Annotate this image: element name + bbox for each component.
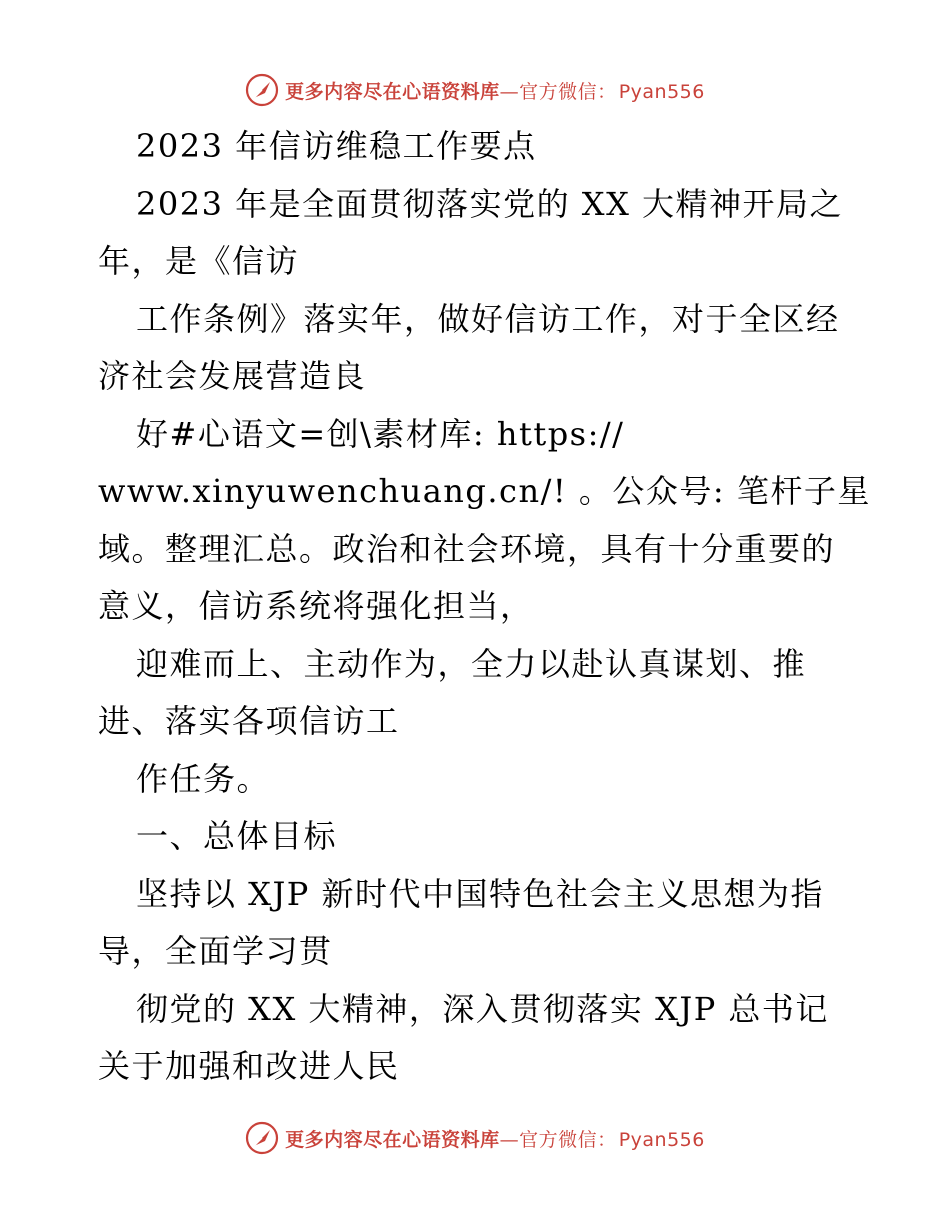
header-dash: — <box>499 80 520 103</box>
quill-logo-icon <box>245 1121 279 1155</box>
footer-dash: — <box>499 1128 520 1151</box>
text-line: 进、落实各项信访工 <box>98 702 400 740</box>
text-line: 2023 年是全面贯彻落实党的 XX 大精神开局之 <box>136 184 844 223</box>
text-line: 作任务。 <box>136 759 271 798</box>
quill-logo-icon <box>245 73 279 107</box>
text-line: www.xinyuwenchuang.cn/! 。公众号: 笔杆子星 <box>98 472 871 510</box>
document-body <box>98 118 898 1096</box>
header-wechat-id: Pyan556 <box>618 80 705 103</box>
footer-wechat-label: 官方微信： <box>519 1128 617 1151</box>
text-line: 域。整理汇总。政治和社会环境，具有十分重要的 <box>98 529 836 568</box>
footer-wechat-id: Pyan556 <box>618 1128 705 1151</box>
footer-watermark <box>0 1118 950 1158</box>
header-prefix: 更多内容尽在心语资料库 <box>285 80 500 103</box>
document-title: 2023 年信访维稳工作要点 <box>136 127 537 165</box>
footer-watermark-text <box>285 1125 705 1152</box>
header-watermark <box>0 70 950 110</box>
footer-prefix: 更多内容尽在心语资料库 <box>285 1128 500 1151</box>
text-line: 意义，信访系统将强化担当， <box>98 587 534 625</box>
text-line: 好#心语文=创\素材库: https:// <box>136 414 625 453</box>
text-line: 济社会发展营造良 <box>98 357 367 395</box>
header-watermark-text <box>285 77 705 104</box>
text-line: 年，是《信访 <box>98 242 300 280</box>
text-line: 彻党的 XX 大精神，深入贯彻落实 XJP 总书记 <box>136 989 829 1028</box>
text-line: 关于加强和改进人民 <box>98 1047 400 1085</box>
text-line: 坚持以 XJP 新时代中国特色社会主义思想为指 <box>136 874 824 913</box>
text-line: 导，全面学习贯 <box>98 932 333 970</box>
text-line: 工作条例》落实年，做好信访工作，对于全区经 <box>136 299 840 338</box>
section-heading: 一、总体目标 <box>136 817 338 855</box>
header-wechat-label: 官方微信： <box>519 80 617 103</box>
text-line: 迎难而上、主动作为，全力以赴认真谋划、推 <box>136 644 807 683</box>
